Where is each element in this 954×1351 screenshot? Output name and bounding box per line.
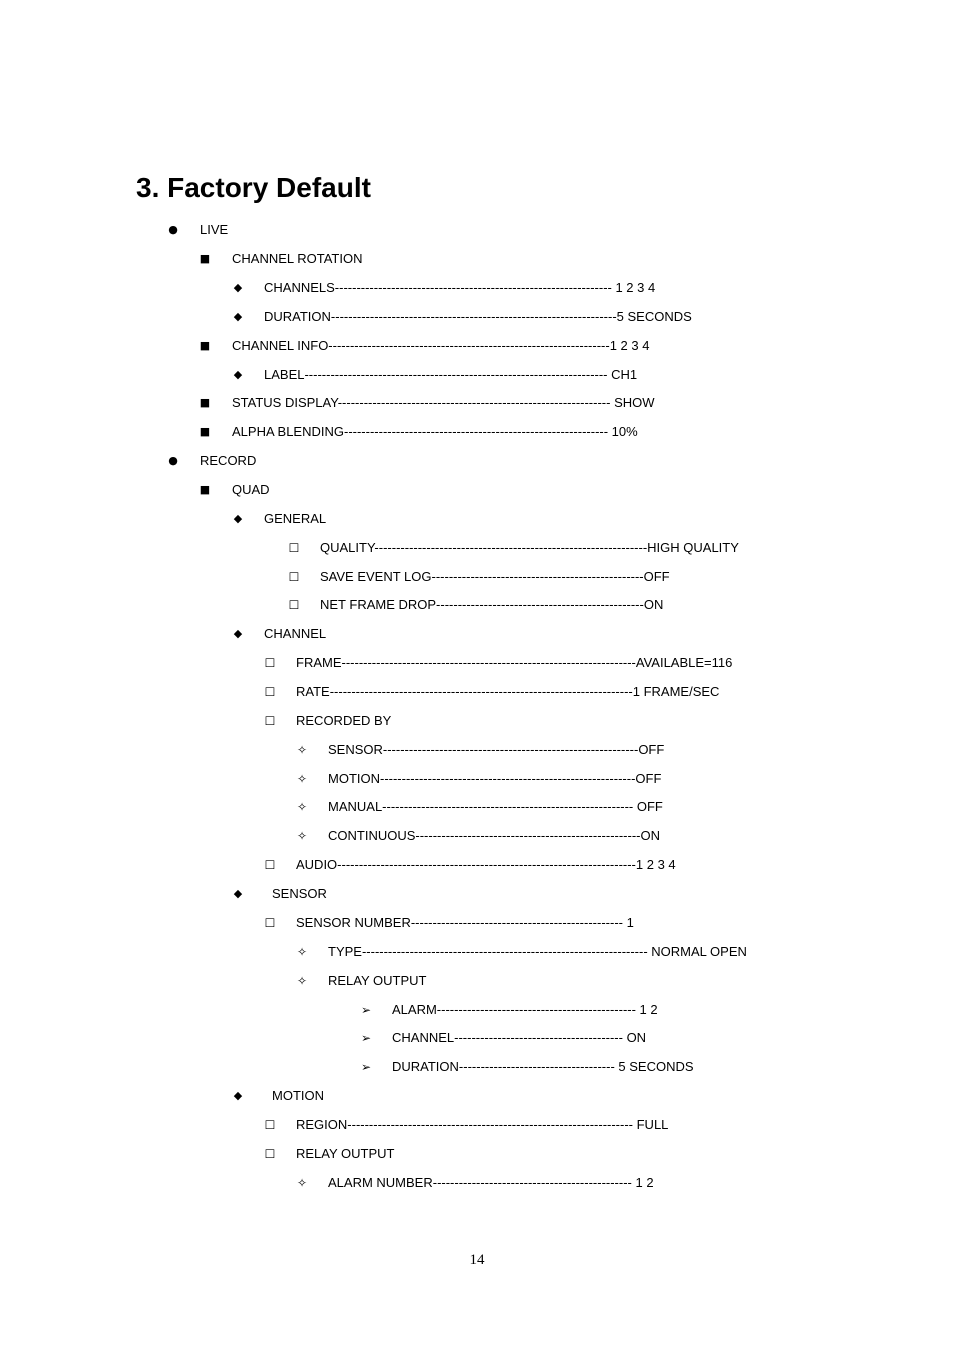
filled-diamond-bullet-icon: ◆ — [233, 368, 243, 381]
filled-square-bullet-icon: ■ — [199, 425, 211, 438]
outline-item-label: RECORDED BY — [296, 713, 392, 728]
outline-item-label: DURATION------------------------------------ 5 SECONDS — [392, 1059, 694, 1074]
filled-diamond-bullet-icon: ◆ — [233, 627, 243, 640]
outline-item-label: RELAY OUTPUT — [296, 1146, 395, 1161]
filled-square-bullet-icon: ■ — [199, 396, 211, 409]
hollow-square-bullet-icon: ☐ — [288, 570, 300, 584]
outline-item-label: LABEL---------------------------------------------------------------------- CH1 — [264, 367, 638, 382]
outline-item-label: SENSOR-----------------------------------------------------------OFF — [328, 742, 665, 757]
outline-item-label: SENSOR — [272, 886, 327, 901]
filled-diamond-bullet-icon: ◆ — [233, 512, 243, 525]
outline-item-label: RELAY OUTPUT — [328, 973, 427, 988]
hollow-square-bullet-icon: ☐ — [264, 656, 276, 670]
page-number: 14 — [469, 1252, 485, 1268]
four-point-star-bullet-icon: ✧ — [296, 1176, 308, 1190]
filled-diamond-bullet-icon: ◆ — [233, 1089, 243, 1102]
outline-item-label: ALARM NUMBER---------------------------------------------- 1 2 — [328, 1175, 654, 1190]
outline-item-label: RECORD — [200, 453, 257, 468]
hollow-square-bullet-icon: ☐ — [264, 1147, 276, 1161]
four-point-star-bullet-icon: ✧ — [296, 772, 308, 786]
outline-item-label: STATUS DISPLAY--------------------------------------------------------------- SHOW — [232, 395, 655, 410]
four-point-star-bullet-icon: ✧ — [296, 945, 308, 959]
filled-square-bullet-icon: ■ — [199, 252, 211, 265]
outline-item-label: CHANNEL ROTATION — [232, 251, 363, 266]
filled-diamond-bullet-icon: ◆ — [233, 281, 243, 294]
outline-item-label: REGION------------------------------------------------------------------ FULL — [296, 1117, 669, 1132]
four-point-star-bullet-icon: ✧ — [296, 800, 308, 814]
arrowhead-bullet-icon: ➢ — [360, 1060, 372, 1074]
four-point-star-bullet-icon: ✧ — [296, 829, 308, 843]
outline-item-label: SAVE EVENT LOG-------------------------------------------------OFF — [320, 569, 670, 584]
outline-item-label: CHANNELS---------------------------------------------------------------- 1 2 3 4 — [264, 280, 656, 295]
outline-item-label: CHANNEL INFO-----------------------------------------------------------------1 2 3 4 — [232, 338, 650, 353]
filled-circle-bullet-icon: ● — [168, 223, 178, 236]
outline-item-label: RATE----------------------------------------------------------------------1 FRAME/SEC — [296, 684, 720, 699]
outline-item-label: ALARM---------------------------------------------- 1 2 — [392, 1002, 658, 1017]
outline-item-label: CONTINUOUS----------------------------------------------------ON — [328, 828, 661, 843]
outline-item-label: QUAD — [232, 482, 270, 497]
outline-item-label: NET FRAME DROP------------------------------------------------ON — [320, 597, 664, 612]
outline-item-label: LIVE — [200, 222, 229, 237]
outline-item-label: AUDIO---------------------------------------------------------------------1 2 3 4 — [296, 857, 676, 872]
four-point-star-bullet-icon: ✧ — [296, 974, 308, 988]
outline-item-label: CHANNEL — [264, 626, 327, 641]
outline-item-label: MOTION — [272, 1088, 324, 1103]
outline-item-label: GENERAL — [264, 511, 327, 526]
outline-item-label: MANUAL---------------------------------------------------------- OFF — [328, 799, 663, 814]
hollow-square-bullet-icon: ☐ — [264, 685, 276, 699]
outline-item-label: QUALITY---------------------------------------------------------------HIGH QUALITY — [320, 540, 739, 555]
arrowhead-bullet-icon: ➢ — [360, 1031, 372, 1045]
filled-diamond-bullet-icon: ◆ — [233, 887, 243, 900]
hollow-square-bullet-icon: ☐ — [288, 598, 300, 612]
hollow-square-bullet-icon: ☐ — [264, 714, 276, 728]
filled-square-bullet-icon: ■ — [199, 339, 211, 352]
hollow-square-bullet-icon: ☐ — [264, 1118, 276, 1132]
four-point-star-bullet-icon: ✧ — [296, 743, 308, 757]
filled-square-bullet-icon: ■ — [199, 483, 211, 496]
page-title: 3. Factory Default — [136, 172, 371, 203]
hollow-square-bullet-icon: ☐ — [288, 541, 300, 555]
outline-item-label: MOTION-----------------------------------------------------------OFF — [328, 771, 662, 786]
filled-circle-bullet-icon: ● — [168, 454, 178, 467]
outline-item-label: FRAME--------------------------------------------------------------------AVAILABLE=116 — [296, 655, 733, 670]
arrowhead-bullet-icon: ➢ — [360, 1003, 372, 1017]
outline-item-label: ALPHA BLENDING------------------------------------------------------------- 10% — [232, 424, 638, 439]
outline-item-label: SENSOR NUMBER------------------------------------------------- 1 — [296, 915, 634, 930]
hollow-square-bullet-icon: ☐ — [264, 916, 276, 930]
outline-item-label: DURATION------------------------------------------------------------------5 SECONDS — [264, 309, 692, 324]
filled-diamond-bullet-icon: ◆ — [233, 310, 243, 323]
outline-item-label: TYPE------------------------------------------------------------------ NORMAL OPEN — [328, 944, 747, 959]
hollow-square-bullet-icon: ☐ — [264, 858, 276, 872]
outline-item-label: CHANNEL--------------------------------------- ON — [392, 1030, 647, 1045]
